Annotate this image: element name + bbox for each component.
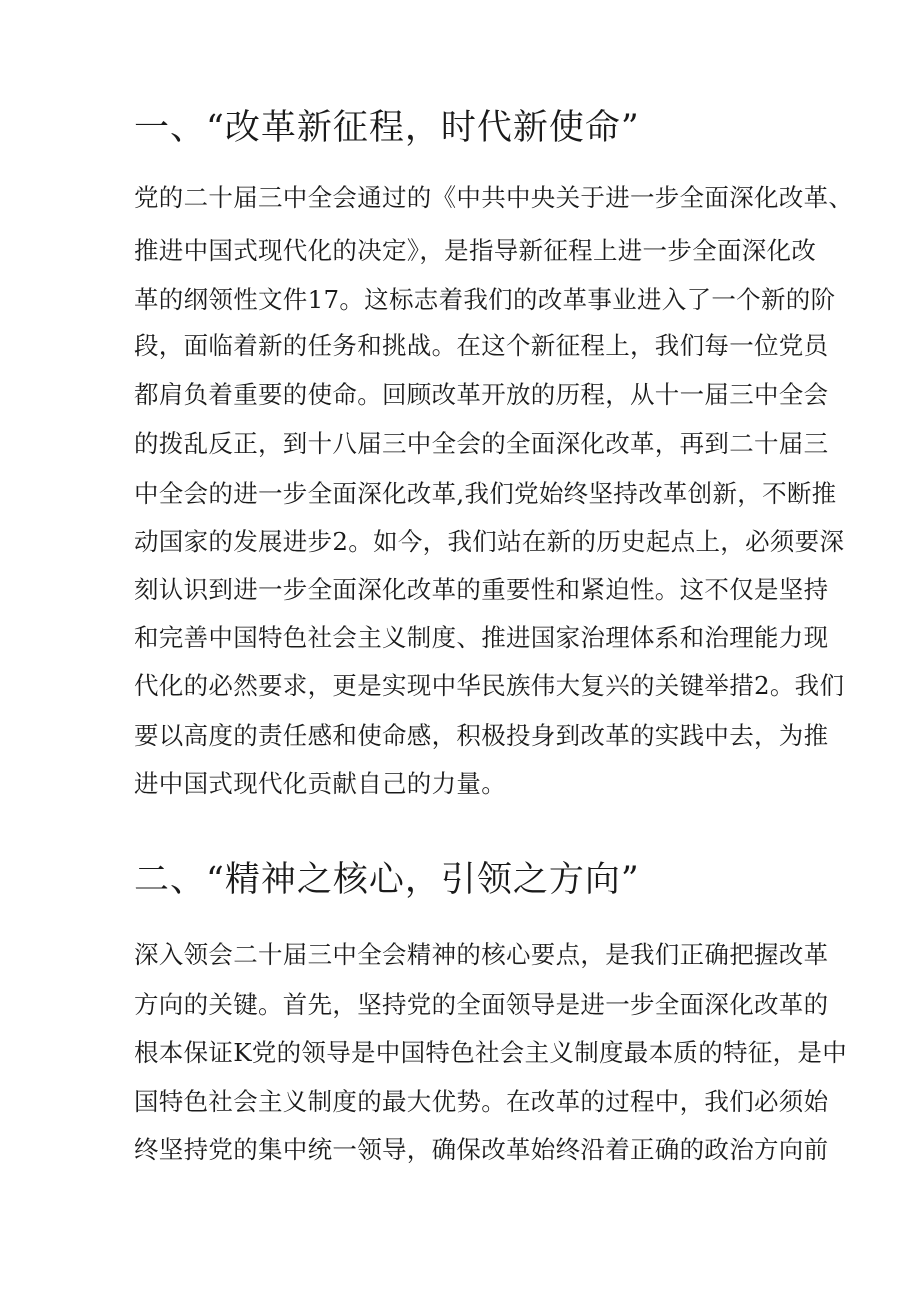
section-1-heading: 一、“改革新征程，时代新使命” (134, 108, 640, 148)
section-1-line: 的拨乱反正，到十八届三中全会的全面深化改革，再到二十届三 (134, 429, 829, 458)
section-1-line: 推进中国式现代化的决定》，是指导新征程上进一步全面深化改 (134, 236, 817, 265)
section-2-line: 方向的关键。首先，坚持党的全面领导是进一步全面深化改革的 (134, 990, 829, 1019)
section-2-line: 终坚持党的集中统一领导，确保改革始终沿着正确的政治方向前 (134, 1135, 829, 1164)
section-1-line: 代化的必然要求，更是实现中华民族伟大复兴的关键举措2。我们 (134, 671, 845, 700)
section-1-line: 刻认识到进一步全面深化改革的重要性和紧迫性。这不仅是坚持 (134, 575, 829, 604)
section-1-line: 段，面临着新的任务和挑战。在这个新征程上，我们每一位党员 (134, 331, 829, 360)
section-1-line: 都肩负着重要的使命。回顾改革开放的历程，从十一届三中全会 (134, 380, 829, 409)
section-2-line: 根本保证K党的领导是中国特色社会主义制度最本质的特征，是中 (134, 1038, 847, 1067)
section-1-line: 动国家的发展进步2。如今，我们站在新的历史起点上，必须要深 (134, 527, 845, 556)
section-1-line: 党的二十届三中全会通过的《中共中央关于进一步全面深化改革、 (134, 183, 854, 212)
section-2-heading: 二、“精神之核心，引领之方向” (134, 860, 640, 900)
section-1-line: 革的纲领性文件17。这标志着我们的改革事业进入了一个新的阶 (134, 285, 836, 314)
section-1-line: 要以高度的责任感和使命感，积极投身到改革的实践中去，为推 (134, 721, 829, 750)
section-2-line: 国特色社会主义制度的最大优势。在改革的过程中，我们必须始 (134, 1087, 829, 1116)
section-1-line: 进中国式现代化贡献自己的力量。 (134, 769, 506, 798)
section-2-line: 深入领会二十届三中全会精神的核心要点，是我们正确把握改革 (134, 940, 829, 969)
section-1-line: 和完善中国特色社会主义制度、推进国家治理体系和治理能力现 (134, 623, 829, 652)
section-1-line: 中全会的进一步全面深化改革,我们党始终坚持改革创新，不断推 (134, 479, 837, 508)
